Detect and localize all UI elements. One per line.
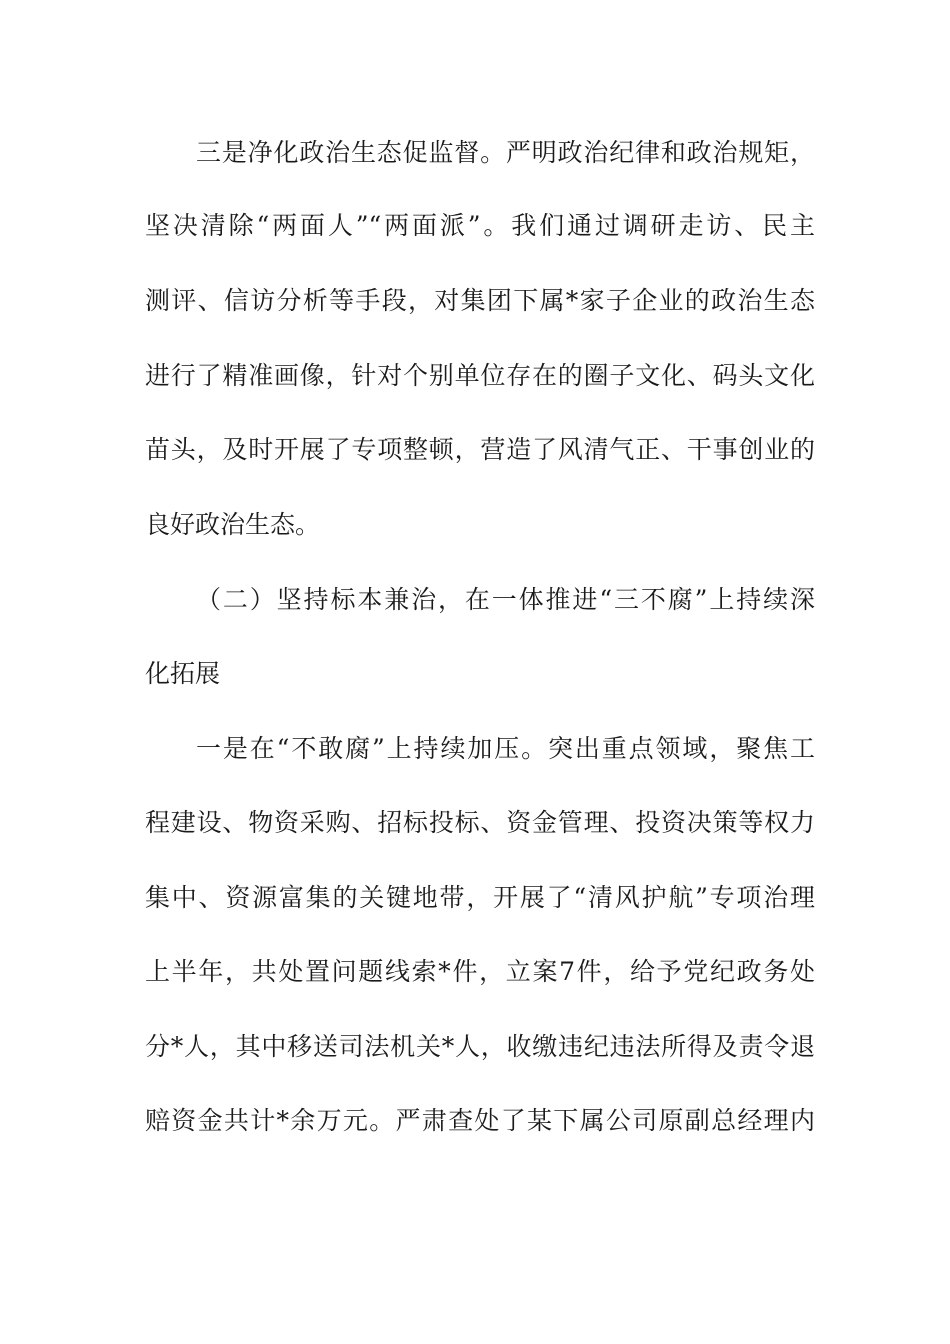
paragraph-line-2: 坚决清除“两面人”“两面派”。我们通过调研走访、民主 [145, 211, 815, 240]
paragraph-line-10: 上半年，共处置问题线索*件，立案7件，给予党纪政务处 [145, 957, 815, 986]
paragraph-line-7: 一是在“不敢腐”上持续加压。突出重点领域，聚焦工 [196, 734, 815, 763]
paragraph-line-1: 三是净化政治生态促监督。严明政治纪律和政治规矩， [196, 138, 815, 167]
paragraph-line-3: 测评、信访分析等手段，对集团下属*家子企业的政治生态 [145, 286, 815, 315]
paragraph-line-8: 程建设、物资采购、招标投标、资金管理、投资决策等权力 [145, 808, 815, 837]
section-heading-line-1: （二）坚持标本兼治，在一体推进“三不腐”上持续深 [196, 585, 815, 614]
paragraph-line-5: 苗头，及时开展了专项整顿，营造了风清气正、干事创业的 [145, 435, 815, 464]
section-heading-line-2: 化拓展 [145, 659, 221, 688]
paragraph-line-11: 分*人，其中移送司法机关*人，收缴违纪违法所得及责令退 [145, 1032, 815, 1061]
paragraph-line-9: 集中、资源富集的关键地带，开展了“清风护航”专项治理 [145, 883, 815, 912]
paragraph-line-6: 良好政治生态。 [145, 510, 321, 539]
paragraph-line-12: 赔资金共计*余万元。严肃查处了某下属公司原副总经理内 [145, 1106, 815, 1135]
paragraph-line-4: 进行了精准画像，针对个别单位存在的圈子文化、码头文化 [145, 361, 815, 390]
